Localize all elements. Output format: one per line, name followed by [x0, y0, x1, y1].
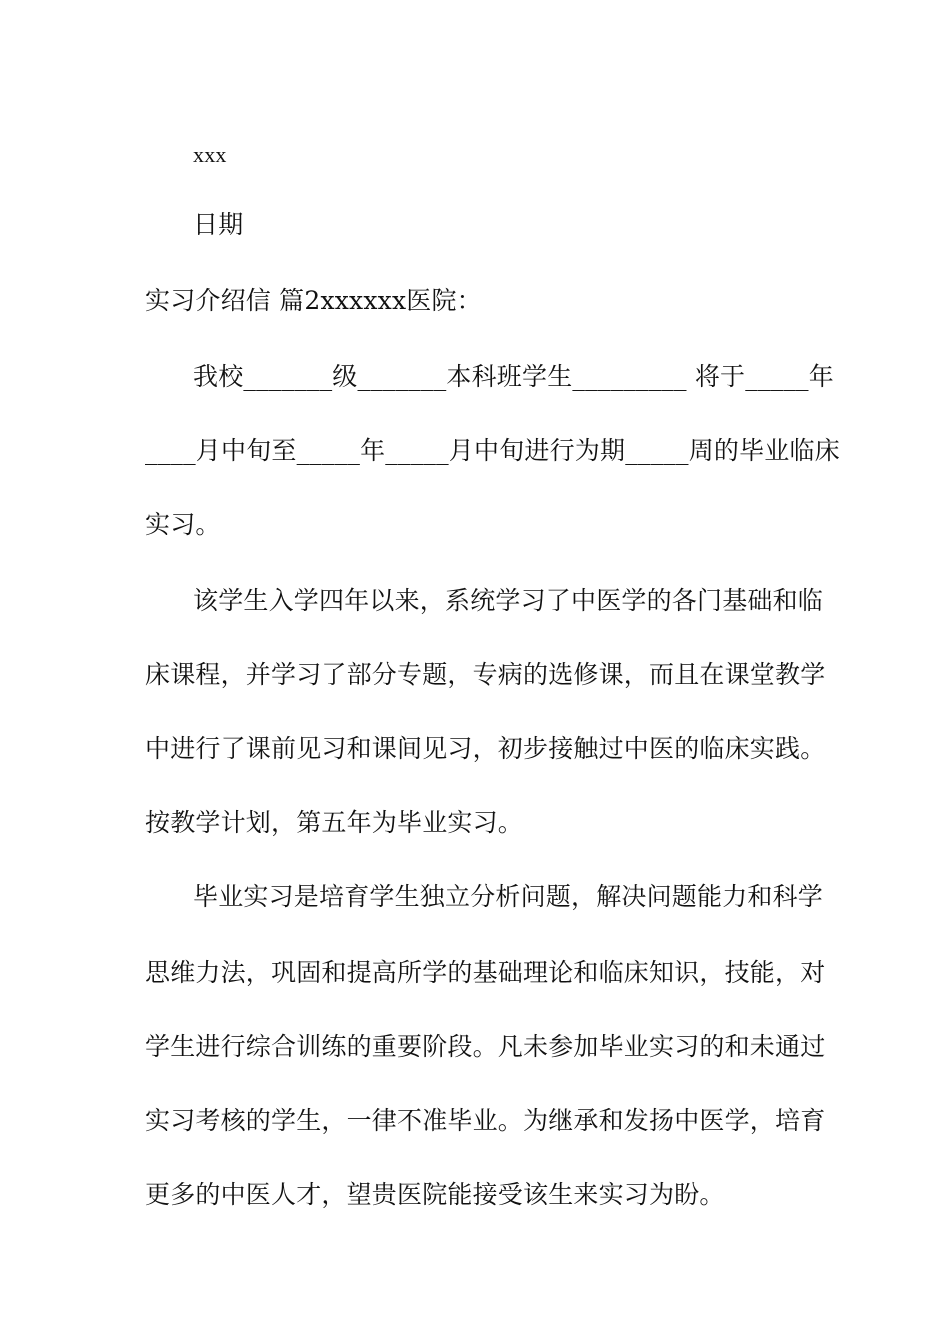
paragraph-line: 思维力法，巩固和提高所学的基础理论和临床知识，技能，对 [145, 958, 826, 987]
paragraph-line: 该学生入学四年以来，系统学习了中医学的各门基础和临 [193, 586, 824, 615]
paragraph-line: 按教学计划，第五年为毕业实习。 [145, 808, 524, 837]
paragraph-line: 毕业实习是培育学生独立分析问题，解决问题能力和科学 [193, 882, 824, 911]
signature-date: 日期 [193, 210, 244, 239]
letter-title: 实习介绍信 篇2xxxxxx医院： [145, 286, 482, 315]
paragraph-line: 我校_______级_______本科班学生_________ 将于_____年 [193, 362, 834, 391]
paragraph-line: 实习考核的学生，一律不准毕业。为继承和发扬中医学，培育 [145, 1106, 826, 1135]
paragraph-line: 更多的中医人才，望贵医院能接受该生来实习为盼。 [145, 1180, 725, 1209]
paragraph-line: 中进行了课前见习和课间见习，初步接触过中医的临床实践。 [145, 734, 826, 763]
paragraph-line: ____月中旬至_____年_____月中旬进行为期_____周的毕业临床 [145, 436, 840, 465]
paragraph-line: 床课程，并学习了部分专题，专病的选修课，而且在课堂教学 [145, 660, 826, 689]
paragraph-line: 学生进行综合训练的重要阶段。凡未参加毕业实习的和未通过 [145, 1032, 826, 1061]
signature-name: xxx [193, 142, 227, 167]
paragraph-line: 实习。 [145, 510, 221, 539]
